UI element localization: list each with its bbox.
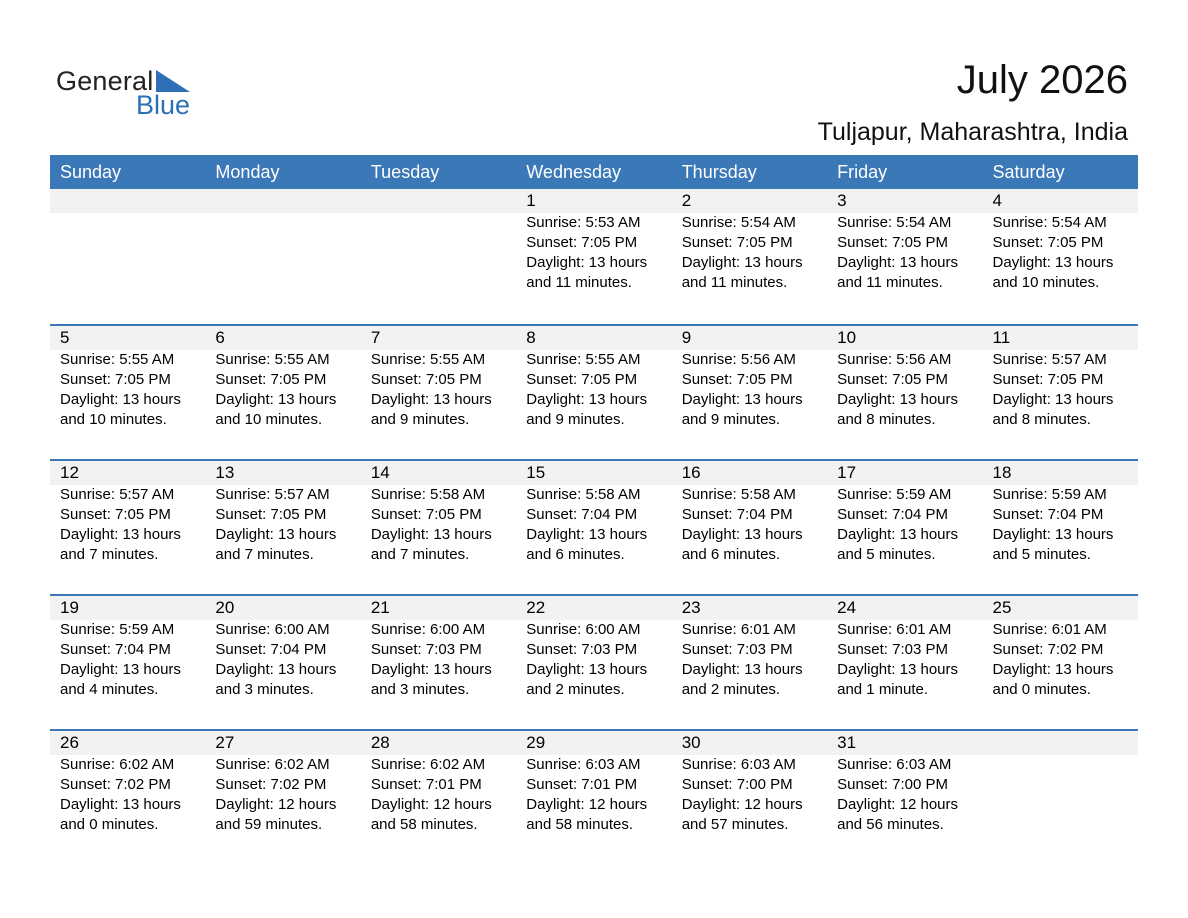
day-number: 7 — [370, 328, 381, 347]
day-sunrise: Sunrise: 6:00 AM — [526, 621, 641, 638]
week-row — [50, 324, 1138, 459]
day-sunrise: Sunrise: 5:57 AM — [60, 486, 175, 503]
week-days — [50, 326, 1138, 430]
day-daylight2: and 6 minutes. — [681, 546, 781, 563]
page-title: July 2026 — [956, 58, 1128, 102]
day-daylight2: and 11 minutes. — [526, 274, 632, 291]
day-daylight1: Daylight: 12 hours — [681, 796, 803, 813]
day-cell — [827, 596, 982, 700]
day-sunset: Sunset: 7:03 PM — [526, 641, 638, 658]
day-number: 26 — [60, 733, 79, 752]
day-cell — [361, 596, 516, 700]
day-daylight2: and 5 minutes. — [837, 546, 936, 563]
weekday-friday: Friday — [837, 162, 888, 182]
day-number: 3 — [837, 191, 847, 210]
day-cell — [361, 731, 516, 835]
day-daylight1: Daylight: 13 hours — [992, 526, 1114, 543]
day-number: 8 — [526, 328, 536, 347]
day-daylight2: and 11 minutes. — [837, 274, 943, 291]
day-cell — [827, 326, 982, 430]
day-sunrise: Sunrise: 5:53 AM — [526, 214, 641, 231]
day-daylight1: Daylight: 13 hours — [60, 391, 181, 408]
day-daylight1: Daylight: 13 hours — [60, 526, 181, 543]
day-sunrise: Sunrise: 5:55 AM — [370, 351, 486, 368]
logo-text-general: General — [56, 66, 154, 96]
week-row — [50, 189, 1138, 324]
week-days — [50, 731, 1138, 835]
day-sunset: Sunset: 7:05 PM — [215, 371, 327, 388]
week-row — [50, 459, 1138, 594]
day-daylight1: Daylight: 13 hours — [992, 661, 1114, 678]
day-cell — [50, 596, 205, 700]
day-daylight1: Daylight: 13 hours — [681, 661, 803, 678]
day-sunset: Sunset: 7:04 PM — [526, 506, 638, 523]
day-cell — [50, 326, 205, 430]
weekday-thursday: Thursday — [681, 162, 757, 182]
day-daylight2: and 11 minutes. — [681, 274, 788, 291]
day-number — [60, 189, 205, 213]
day-cell — [672, 596, 827, 700]
day-sunset: Sunset: 7:04 PM — [681, 506, 793, 523]
day-daylight2: and 10 minutes. — [60, 411, 167, 428]
day-cell — [205, 731, 360, 835]
day-number: 6 — [215, 328, 225, 347]
day-daylight1: Daylight: 13 hours — [370, 661, 492, 678]
day-sunrise: Sunrise: 5:57 AM — [992, 351, 1107, 368]
day-number: 28 — [370, 733, 390, 752]
day-sunset: Sunset: 7:00 PM — [681, 776, 793, 793]
day-daylight2: and 2 minutes. — [681, 681, 781, 698]
weekday-monday: Monday — [215, 162, 280, 182]
day-cell — [516, 461, 671, 565]
day-sunrise: Sunrise: 5:55 AM — [215, 351, 330, 368]
day-cell — [516, 596, 671, 700]
day-cell — [361, 461, 516, 565]
week-row — [50, 594, 1138, 729]
day-daylight2: and 10 minutes. — [215, 411, 323, 428]
day-number: 19 — [60, 598, 79, 617]
weekday-sunday: Sunday — [60, 162, 122, 182]
day-sunset: Sunset: 7:01 PM — [370, 776, 482, 793]
day-cell — [361, 326, 516, 430]
day-sunrise: Sunrise: 5:59 AM — [60, 621, 175, 638]
location-subtitle: Tuljapur, Maharashtra, India — [817, 118, 1128, 146]
day-cell — [983, 461, 1138, 565]
day-number: 21 — [370, 598, 390, 617]
day-cell — [827, 461, 982, 565]
day-daylight1: Daylight: 13 hours — [992, 254, 1114, 271]
weekday-saturday: Saturday — [992, 162, 1065, 182]
day-daylight1: Daylight: 13 hours — [526, 661, 648, 678]
day-cell — [205, 461, 360, 565]
day-number: 20 — [215, 598, 235, 617]
day-number: 23 — [681, 598, 701, 617]
day-daylight2: and 9 minutes. — [370, 411, 470, 428]
week-row — [50, 729, 1138, 864]
day-daylight2: and 3 minutes. — [215, 681, 314, 698]
day-sunrise: Sunrise: 6:03 AM — [681, 756, 796, 773]
day-daylight2: and 2 minutes. — [526, 681, 625, 698]
day-sunrise: Sunrise: 5:56 AM — [681, 351, 796, 368]
day-number: 13 — [215, 463, 235, 482]
day-number: 31 — [837, 733, 857, 752]
day-number: 29 — [526, 733, 546, 752]
weekday-header — [50, 155, 1138, 189]
day-sunrise: Sunrise: 6:01 AM — [837, 621, 952, 638]
calendar — [50, 155, 1138, 864]
day-daylight2: and 57 minutes. — [681, 816, 789, 833]
day-sunrise: Sunrise: 5:55 AM — [60, 351, 175, 368]
day-daylight1: Daylight: 13 hours — [370, 526, 492, 543]
day-daylight1: Daylight: 13 hours — [681, 526, 803, 543]
week-days — [50, 189, 1138, 293]
day-cell — [983, 731, 1138, 835]
day-sunset: Sunset: 7:05 PM — [681, 234, 793, 251]
day-sunrise: Sunrise: 5:54 AM — [681, 214, 796, 231]
day-sunrise: Sunrise: 6:02 AM — [215, 756, 330, 773]
day-daylight2: and 8 minutes. — [837, 411, 936, 428]
day-daylight1: Daylight: 13 hours — [526, 391, 648, 408]
day-sunset: Sunset: 7:05 PM — [60, 371, 171, 388]
day-sunrise: Sunrise: 6:01 AM — [681, 621, 796, 638]
day-daylight2: and 3 minutes. — [370, 681, 470, 698]
day-sunset: Sunset: 7:02 PM — [60, 776, 171, 793]
day-sunrise: Sunrise: 6:00 AM — [370, 621, 486, 638]
day-sunset: Sunset: 7:05 PM — [370, 371, 482, 388]
day-daylight1: Daylight: 13 hours — [837, 391, 959, 408]
day-sunset: Sunset: 7:03 PM — [837, 641, 949, 658]
day-cell — [50, 189, 205, 293]
day-sunrise: Sunrise: 6:03 AM — [526, 756, 641, 773]
day-daylight2: and 0 minutes. — [60, 816, 159, 833]
day-number: 30 — [681, 733, 701, 752]
day-sunset: Sunset: 7:02 PM — [992, 641, 1104, 658]
day-daylight1: Daylight: 13 hours — [837, 526, 959, 543]
day-cell — [205, 326, 360, 430]
day-sunrise: Sunrise: 5:54 AM — [837, 214, 952, 231]
day-sunset: Sunset: 7:05 PM — [60, 506, 171, 523]
day-daylight1: Daylight: 13 hours — [215, 526, 337, 543]
day-cell — [983, 326, 1138, 430]
day-number: 16 — [681, 463, 701, 482]
week-days — [50, 596, 1138, 700]
day-number: 25 — [992, 598, 1012, 617]
day-daylight2: and 7 minutes. — [60, 546, 159, 563]
day-number: 10 — [837, 328, 857, 347]
day-daylight2: and 9 minutes. — [681, 411, 781, 428]
day-sunrise: Sunrise: 5:59 AM — [837, 486, 952, 503]
day-number: 11 — [992, 328, 1011, 347]
day-daylight2: and 59 minutes. — [215, 816, 323, 833]
day-daylight2: and 9 minutes. — [526, 411, 625, 428]
day-daylight2: and 10 minutes. — [992, 274, 1100, 291]
day-number — [993, 731, 1138, 755]
day-number — [371, 189, 516, 213]
day-cell — [827, 189, 982, 293]
day-sunrise: Sunrise: 5:56 AM — [837, 351, 952, 368]
logo-text-blue: Blue — [136, 90, 191, 120]
day-number: 12 — [60, 463, 79, 482]
day-number — [215, 189, 360, 213]
day-number: 15 — [526, 463, 546, 482]
day-daylight2: and 8 minutes. — [992, 411, 1091, 428]
day-sunset: Sunset: 7:05 PM — [992, 371, 1104, 388]
day-sunrise: Sunrise: 5:59 AM — [992, 486, 1107, 503]
day-number: 9 — [681, 328, 692, 347]
day-sunset: Sunset: 7:03 PM — [681, 641, 793, 658]
day-daylight2: and 58 minutes. — [526, 816, 634, 833]
weekday-tuesday: Tuesday — [370, 162, 440, 182]
day-sunset: Sunset: 7:03 PM — [370, 641, 482, 658]
day-daylight2: and 58 minutes. — [370, 816, 478, 833]
day-sunset: Sunset: 7:04 PM — [215, 641, 327, 658]
weekday-wednesday: Wednesday — [526, 162, 621, 182]
day-sunset: Sunset: 7:05 PM — [526, 371, 638, 388]
day-daylight2: and 0 minutes. — [992, 681, 1091, 698]
day-cell — [361, 189, 516, 293]
day-number: 2 — [681, 191, 692, 210]
day-sunset: Sunset: 7:05 PM — [370, 506, 482, 523]
day-cell — [672, 461, 827, 565]
day-cell — [516, 189, 671, 293]
day-sunrise: Sunrise: 6:00 AM — [215, 621, 330, 638]
day-daylight2: and 1 minute. — [837, 681, 929, 698]
day-sunset: Sunset: 7:05 PM — [837, 234, 949, 251]
day-sunrise: Sunrise: 6:02 AM — [60, 756, 175, 773]
day-number: 14 — [370, 463, 390, 482]
day-cell — [516, 731, 671, 835]
day-sunset: Sunset: 7:05 PM — [215, 506, 327, 523]
day-daylight1: Daylight: 13 hours — [526, 254, 648, 271]
day-number: 17 — [837, 463, 857, 482]
day-daylight1: Daylight: 13 hours — [681, 254, 803, 271]
logo-triangle-icon — [156, 70, 190, 92]
day-daylight1: Daylight: 13 hours — [215, 391, 337, 408]
day-daylight2: and 56 minutes. — [837, 816, 944, 833]
day-sunset: Sunset: 7:04 PM — [992, 506, 1104, 523]
day-sunset: Sunset: 7:02 PM — [215, 776, 327, 793]
day-cell — [672, 326, 827, 430]
day-sunset: Sunset: 7:05 PM — [992, 234, 1104, 251]
day-daylight1: Daylight: 13 hours — [837, 254, 959, 271]
day-sunrise: Sunrise: 5:58 AM — [526, 486, 641, 503]
day-number: 5 — [60, 328, 70, 347]
day-daylight1: Daylight: 13 hours — [60, 661, 181, 678]
logo — [56, 66, 206, 118]
day-sunrise: Sunrise: 5:58 AM — [370, 486, 486, 503]
day-number: 18 — [992, 463, 1012, 482]
day-number: 1 — [526, 191, 536, 210]
day-daylight1: Daylight: 12 hours — [370, 796, 492, 813]
day-cell — [983, 596, 1138, 700]
day-sunset: Sunset: 7:05 PM — [681, 371, 793, 388]
day-daylight1: Daylight: 12 hours — [837, 796, 959, 813]
day-daylight1: Daylight: 12 hours — [215, 796, 337, 813]
day-number: 24 — [837, 598, 857, 617]
day-daylight2: and 7 minutes. — [215, 546, 314, 563]
day-daylight1: Daylight: 12 hours — [526, 796, 648, 813]
day-cell — [827, 731, 982, 835]
day-sunset: Sunset: 7:04 PM — [60, 641, 171, 658]
day-sunrise: Sunrise: 5:57 AM — [215, 486, 330, 503]
day-number: 4 — [992, 191, 1002, 210]
day-sunrise: Sunrise: 6:03 AM — [837, 756, 952, 773]
day-cell — [516, 326, 671, 430]
day-cell — [983, 189, 1138, 293]
day-sunset: Sunset: 7:05 PM — [837, 371, 949, 388]
day-cell — [672, 189, 827, 293]
day-daylight1: Daylight: 13 hours — [992, 391, 1114, 408]
day-sunrise: Sunrise: 6:02 AM — [370, 756, 486, 773]
day-cell — [50, 461, 205, 565]
day-cell — [205, 596, 360, 700]
day-sunrise: Sunrise: 5:58 AM — [681, 486, 796, 503]
day-sunset: Sunset: 7:01 PM — [526, 776, 638, 793]
day-daylight2: and 4 minutes. — [60, 681, 159, 698]
day-cell — [672, 731, 827, 835]
day-number: 27 — [215, 733, 235, 752]
day-sunset: Sunset: 7:04 PM — [837, 506, 949, 523]
day-daylight1: Daylight: 13 hours — [60, 796, 181, 813]
weeks — [50, 189, 1138, 864]
day-daylight2: and 6 minutes. — [526, 546, 625, 563]
day-sunset: Sunset: 7:05 PM — [526, 234, 638, 251]
day-number: 22 — [526, 598, 546, 617]
day-sunrise: Sunrise: 6:01 AM — [992, 621, 1107, 638]
day-daylight2: and 7 minutes. — [370, 546, 470, 563]
day-sunrise: Sunrise: 5:55 AM — [526, 351, 641, 368]
day-daylight1: Daylight: 13 hours — [215, 661, 337, 678]
day-daylight2: and 5 minutes. — [992, 546, 1091, 563]
day-sunrise: Sunrise: 5:54 AM — [992, 214, 1107, 231]
day-cell — [50, 731, 205, 835]
day-cell — [205, 189, 360, 293]
day-daylight1: Daylight: 13 hours — [370, 391, 492, 408]
day-daylight1: Daylight: 13 hours — [837, 661, 959, 678]
day-daylight1: Daylight: 13 hours — [681, 391, 803, 408]
week-days — [50, 461, 1138, 565]
day-daylight1: Daylight: 13 hours — [526, 526, 648, 543]
day-sunset: Sunset: 7:00 PM — [837, 776, 949, 793]
